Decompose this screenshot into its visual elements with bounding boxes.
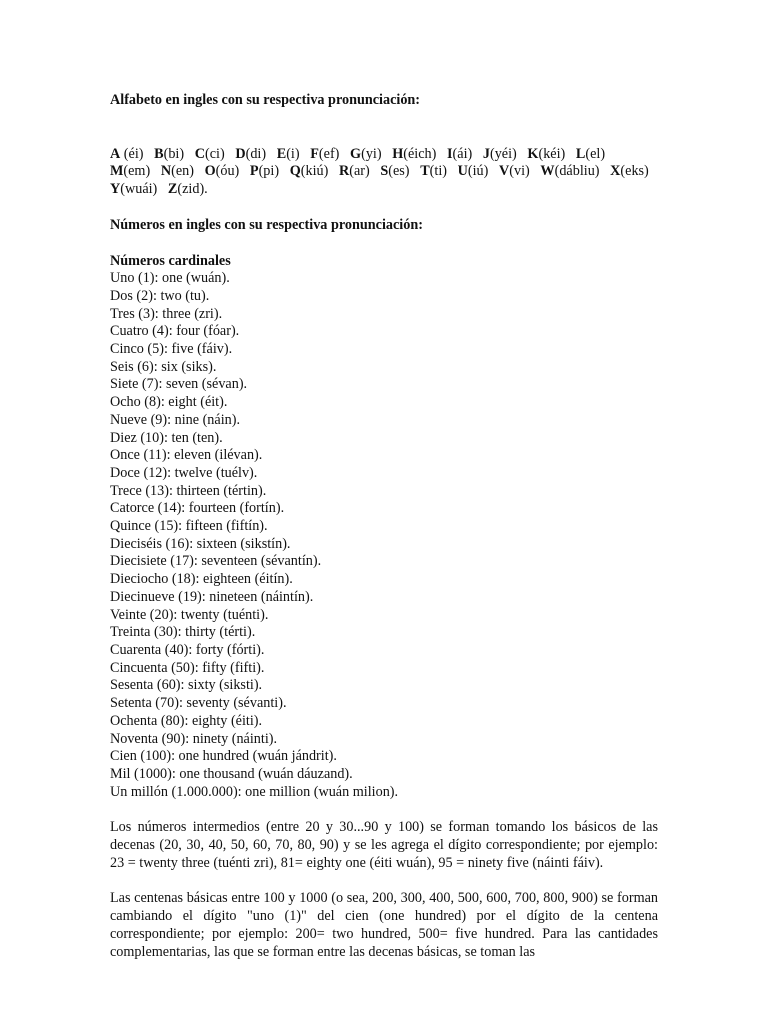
document-page: [110, 92, 658, 979]
letter: N: [160, 163, 172, 180]
cardinal-number-item: Nueve (9): nine (náin).: [110, 411, 241, 428]
cardinal-number-item: Cinco (5): five (fáiv).: [110, 341, 233, 358]
cardinal-number-item: Dos (2): two (tu).: [110, 287, 210, 304]
letter: K: [527, 145, 539, 162]
cardinal-number-item: Quince (15): fifteen (fiftín).: [110, 518, 268, 535]
cardinal-number-item: Mil (1000): one thousand (wuán dáuzand).: [110, 765, 353, 782]
letter: F: [310, 145, 319, 162]
alphabet-letter-p: [250, 163, 279, 179]
cardinal-number-item: Diecisiete (17): seventeen (sévantín).: [110, 553, 322, 570]
pronunciation: (pi): [258, 163, 280, 180]
pronunciation: (zid).: [177, 181, 208, 198]
cardinal-number-item: Trece (13): thirteen (tértin).: [110, 482, 267, 499]
pronunciation: (ar): [349, 163, 370, 180]
pronunciation: (yéi): [489, 145, 517, 162]
cardinal-numbers-list: [110, 270, 658, 801]
cardinal-numbers-title: Números cardinales: [110, 252, 231, 269]
alphabet-letter-l: [576, 146, 605, 162]
letter: D: [235, 145, 246, 162]
pronunciation: (bi): [163, 145, 185, 162]
paragraph-intermediate-numbers: Los números intermedios (entre 20 y 30...90 y 100) se forman tomando los básicos de las decenas (20, 30, 40, 50, 60, 70, 80, 90) y se les agrega el dígito correspondiente; por ejemplo: 23 = twenty three (tuénti zri), 81= eighty one (éiti wuán), 95 = ninety five (náinti fáiv).: [110, 819, 658, 871]
alphabet-list: [110, 146, 658, 199]
letter: T: [420, 163, 430, 180]
alphabet-letter-u: [458, 163, 489, 179]
cardinal-number-item: Siete (7): seven (sévan).: [110, 376, 248, 393]
pronunciation: (es): [388, 163, 410, 180]
letter: Y: [110, 181, 121, 198]
pronunciation: (el): [585, 145, 606, 162]
alphabet-letter-j: [483, 146, 517, 162]
letter: W: [540, 163, 555, 180]
letter: R: [339, 163, 350, 180]
letter: S: [380, 163, 389, 180]
pronunciation: (iú): [467, 163, 489, 180]
letter: V: [499, 163, 510, 180]
letter: X: [610, 163, 621, 180]
pronunciation: (kiú): [300, 163, 329, 180]
letter: M: [110, 163, 124, 180]
letter: E: [276, 145, 287, 162]
alphabet-letter-b: [154, 146, 184, 162]
alphabet-letter-x: [610, 163, 649, 179]
cardinal-number-item: Cuatro (4): four (fóar).: [110, 323, 240, 340]
letter: L: [575, 145, 586, 162]
paragraph-hundreds: Las centenas básicas entre 100 y 1000 (o sea, 200, 300, 400, 500, 600, 700, 800, 900) se forman cambiando el dígito "uno (1)" del cien (one hundred) por el dígito de la centena correspondiente; por ejemplo: 200= two hundred, 500= five hundred. Para las cantidades complementarias, las que se forman entre las decenas básicas, se toman las: [110, 890, 658, 960]
letter: Q: [289, 163, 301, 180]
cardinal-number-item: Cuarenta (40): forty (fórti).: [110, 641, 265, 658]
alphabet-letter-y: [110, 181, 157, 197]
cardinal-number-item: Diecinueve (19): nineteen (náintín).: [110, 588, 314, 605]
pronunciation: (dábliu): [554, 163, 600, 180]
cardinal-number-item: Un millón (1.000.000): one million (wuán milion).: [110, 783, 399, 800]
numbers-title: Números en ingles con su respectiva pronunciación:: [110, 216, 423, 233]
pronunciation: (em): [123, 163, 151, 180]
cardinal-number-item: Noventa (90): ninety (náinti).: [110, 730, 278, 747]
pronunciation: (ti): [429, 163, 447, 180]
letter: J: [482, 145, 490, 162]
cardinal-number-item: Ocho (8): eight (éit).: [110, 394, 228, 411]
alphabet-letter-e: [277, 146, 300, 162]
alphabet-title: Alfabeto en ingles con su respectiva pronunciación:: [110, 92, 421, 108]
cardinal-number-item: Treinta (30): thirty (térti).: [110, 624, 256, 641]
pronunciation: (eks): [620, 163, 649, 180]
alphabet-letter-k: [527, 146, 565, 162]
letter: B: [154, 145, 164, 162]
alphabet-letter-a: [110, 146, 144, 162]
pronunciation: (éi): [120, 145, 144, 162]
alphabet-letter-i: [447, 146, 472, 162]
letter: H: [392, 145, 404, 162]
pronunciation: (ci): [205, 145, 225, 162]
pronunciation: (yi): [361, 145, 382, 162]
alphabet-letter-f: [310, 146, 339, 162]
cardinal-number-item: Tres (3): three (zri).: [110, 305, 223, 322]
letter: Z: [167, 181, 178, 198]
cardinal-number-item: Cincuenta (50): fifty (fifti).: [110, 659, 265, 676]
letter: A: [110, 145, 121, 162]
pronunciation: (di): [245, 145, 267, 162]
cardinal-number-item: Veinte (20): twenty (tuénti).: [110, 606, 269, 623]
alphabet-letter-z: [168, 181, 208, 197]
letter: I: [447, 145, 453, 162]
cardinal-number-item: Ochenta (80): eighty (éiti).: [110, 712, 263, 729]
letter: C: [194, 145, 205, 162]
pronunciation: (ái): [452, 145, 473, 162]
pronunciation: (wuái): [120, 181, 158, 198]
letter: P: [249, 163, 259, 180]
pronunciation: (óu): [215, 163, 240, 180]
pronunciation: (i): [286, 145, 300, 162]
alphabet-letter-m: [110, 163, 150, 179]
letter: U: [457, 163, 468, 180]
alphabet-letter-s: [380, 163, 409, 179]
cardinal-number-item: Uno (1): one (wuán).: [110, 270, 230, 287]
letter: O: [204, 163, 216, 180]
cardinal-number-item: Once (11): eleven (ilévan).: [110, 447, 263, 464]
alphabet-letter-c: [195, 146, 225, 162]
cardinal-number-item: Sesenta (60): sixty (siksti).: [110, 677, 263, 694]
pronunciation: (éich): [403, 145, 437, 162]
cardinal-number-item: Dieciocho (18): eighteen (éitín).: [110, 571, 293, 588]
cardinal-number-item: Dieciséis (16): sixteen (sikstín).: [110, 535, 291, 552]
alphabet-letter-r: [339, 163, 370, 179]
alphabet-letter-o: [205, 163, 240, 179]
letter: G: [350, 145, 362, 162]
pronunciation: (ef): [318, 145, 340, 162]
alphabet-letter-d: [235, 146, 266, 162]
cardinal-number-item: Diez (10): ten (ten).: [110, 429, 223, 446]
pronunciation: (kéi): [538, 145, 566, 162]
cardinal-number-item: Setenta (70): seventy (sévanti).: [110, 695, 287, 712]
pronunciation: (en): [171, 163, 194, 180]
cardinal-number-item: Cien (100): one hundred (wuán jándrit).: [110, 748, 337, 765]
cardinal-number-item: Seis (6): six (siks).: [110, 358, 217, 375]
alphabet-letter-q: [290, 163, 329, 179]
alphabet-letter-w: [540, 163, 599, 179]
alphabet-letter-n: [161, 163, 194, 179]
alphabet-letter-v: [499, 163, 530, 179]
cardinal-number-item: Doce (12): twelve (tuélv).: [110, 464, 258, 481]
pronunciation: (vi): [509, 163, 530, 180]
alphabet-letter-t: [420, 163, 447, 179]
alphabet-letter-g: [350, 146, 382, 162]
cardinal-number-item: Catorce (14): fourteen (fortín).: [110, 500, 285, 517]
alphabet-letter-h: [392, 146, 436, 162]
